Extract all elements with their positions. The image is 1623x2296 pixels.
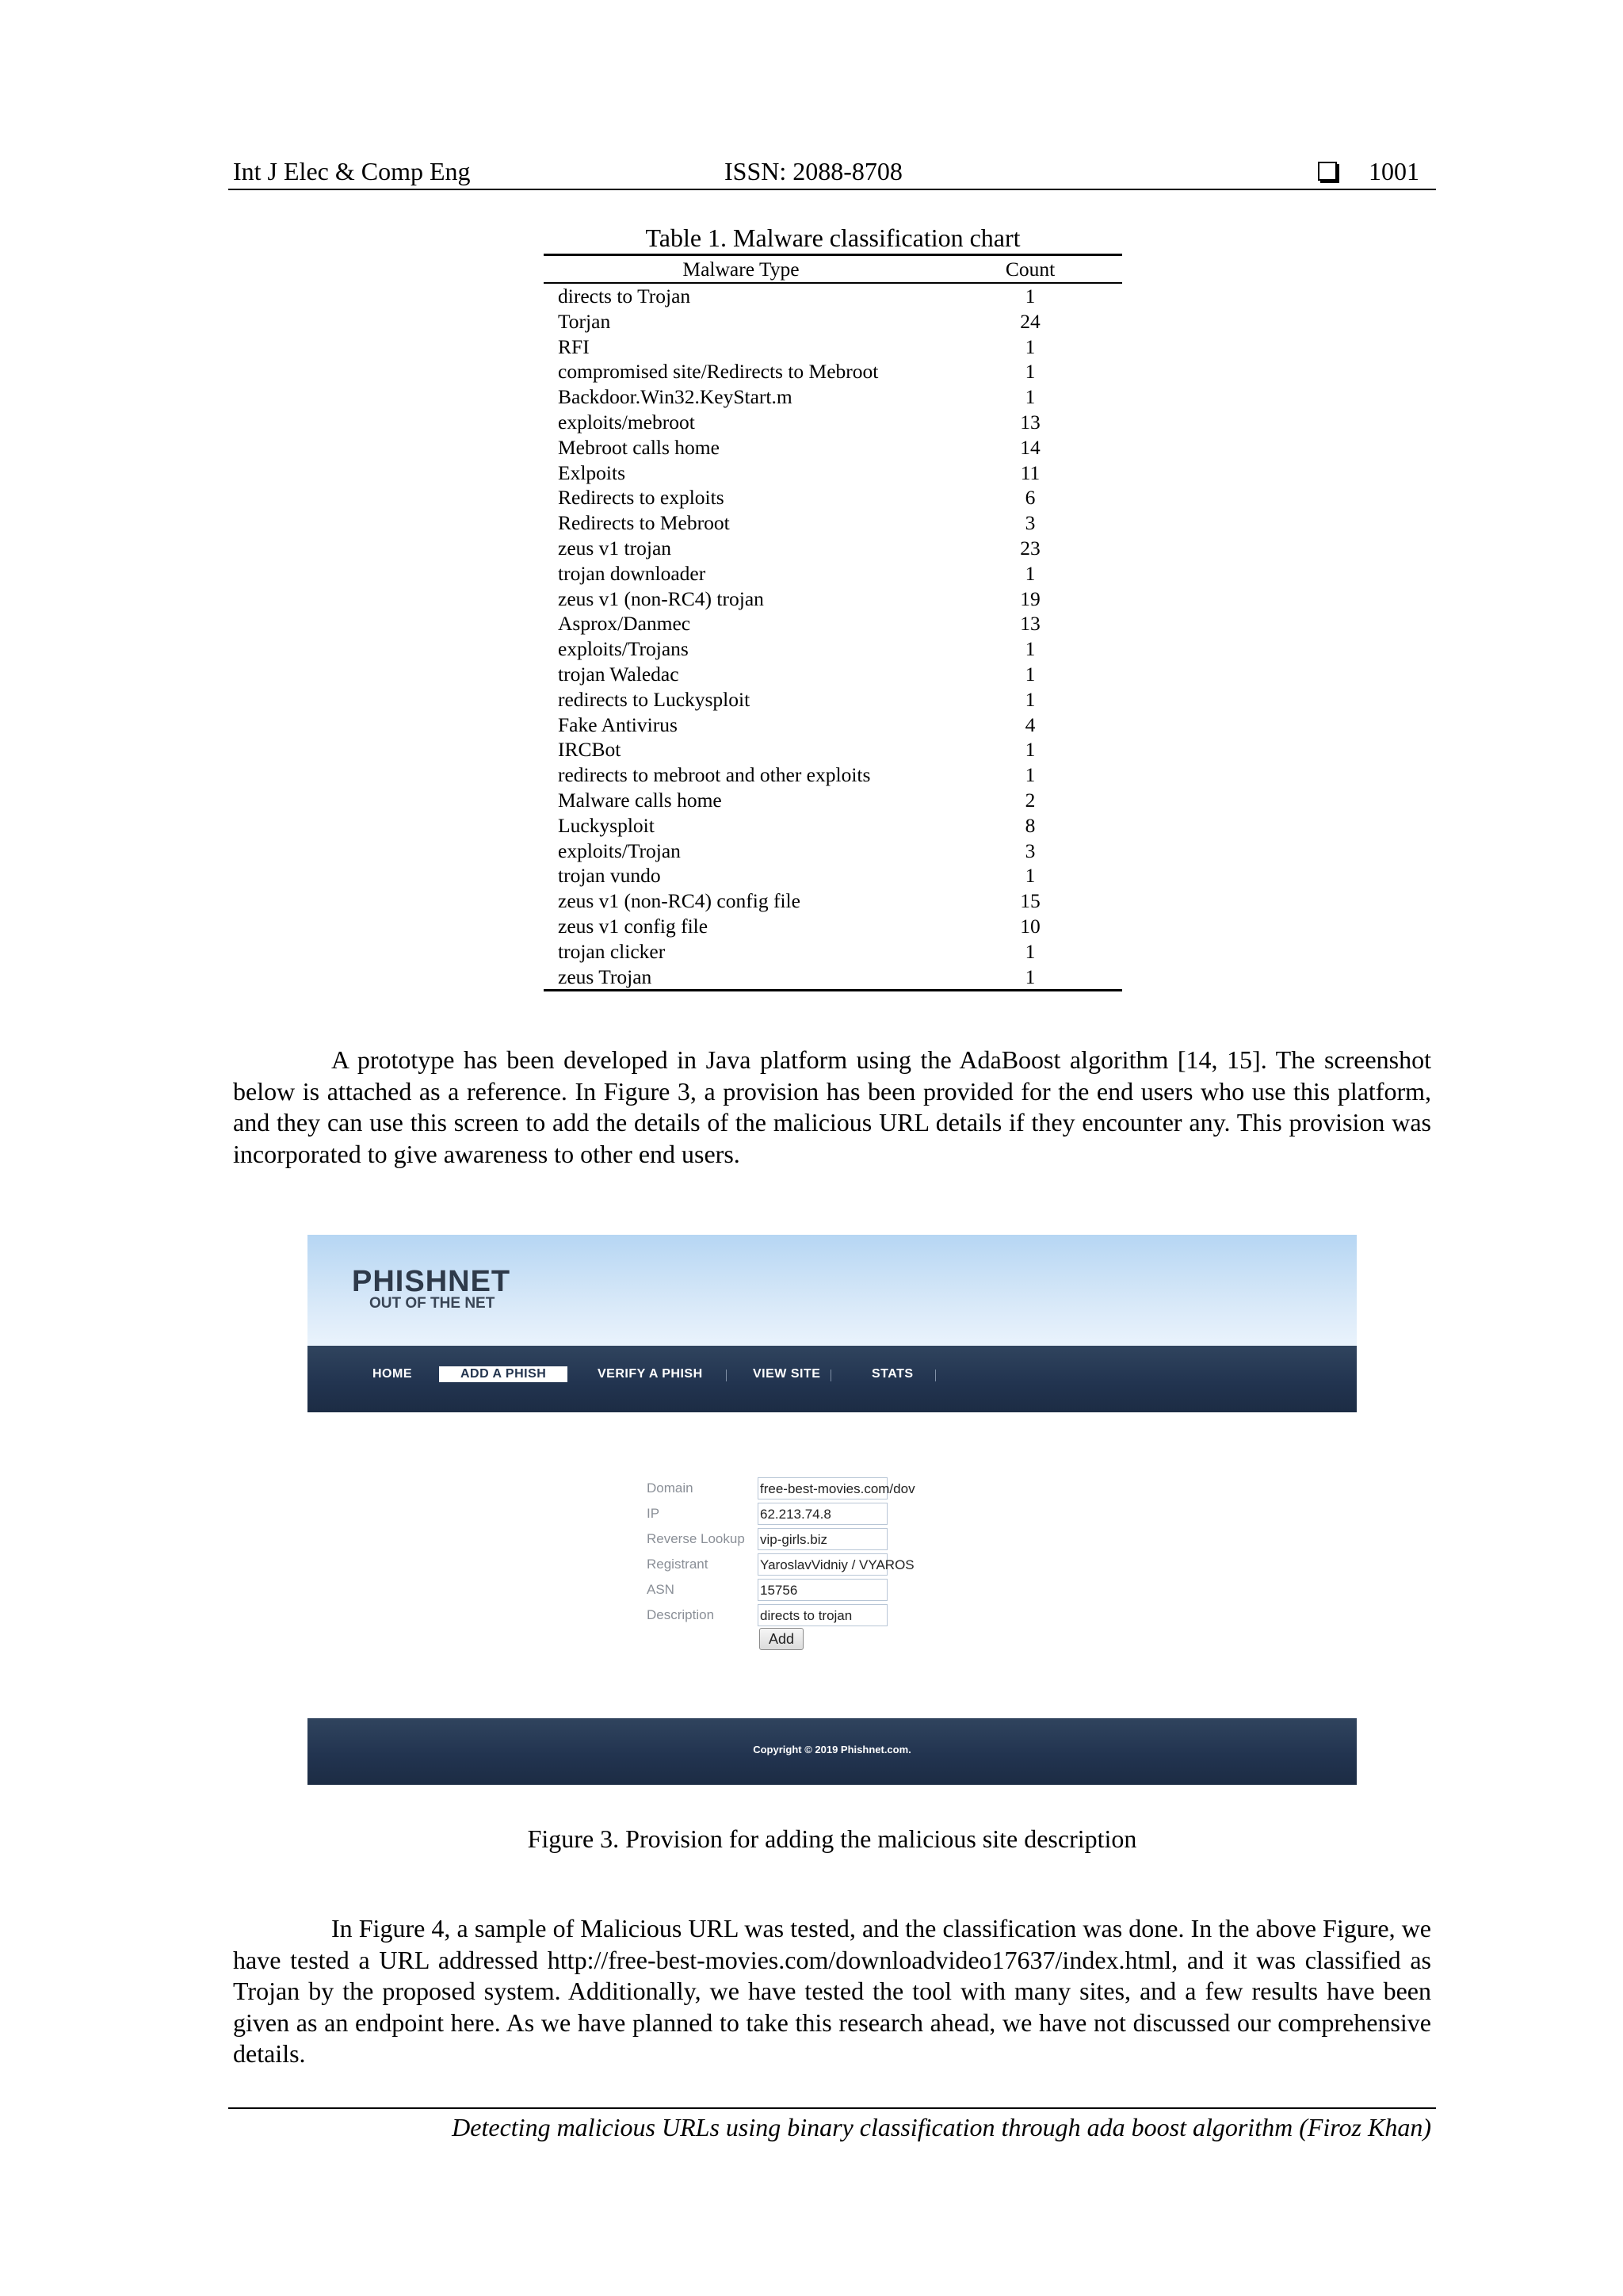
phishnet-footer	[307, 1718, 1357, 1785]
malware-type-cell: Asprox/Danmec	[558, 612, 691, 636]
malware-type-cell: Malware calls home	[558, 788, 722, 812]
count-cell: 13	[1020, 410, 1041, 434]
ip-field[interactable]: 62.213.74.8	[758, 1503, 888, 1525]
table-row	[544, 965, 1122, 991]
count-cell: 3	[1025, 839, 1036, 862]
form-row-asn	[307, 1579, 1357, 1604]
paragraph-prototype-text: A prototype has been developed in Java platform using the AdaBoost algorithm [14, 15]. The screenshot below is attached as a reference. In Figure 3, a provision has been provided for the end users who use this platform, and they can use this screen to add the details of the malicious URL details if they encounter any. This provision was incorporated to give awareness to other end users.	[233, 1045, 1431, 1168]
malware-type-cell: RFI	[558, 334, 590, 358]
phishnet-logo: PHISHNET	[352, 1265, 511, 1298]
count-cell: 24	[1020, 309, 1041, 333]
label-asn: ASN	[647, 1582, 674, 1597]
label-description: Description	[647, 1607, 715, 1622]
column-header-count: Count	[938, 255, 1122, 284]
paragraph-prototype	[233, 1045, 1431, 1170]
malware-type-cell: trojan vundo	[558, 864, 661, 888]
table-caption: Table 1. Malware classification chart	[645, 223, 1021, 252]
figure-caption: Figure 3. Provision for adding the malicious site description	[527, 1824, 1137, 1853]
table-row	[544, 939, 1122, 965]
malware-type-cell: Backdoor.Win32.KeyStart.m	[558, 385, 792, 409]
malware-table	[544, 254, 1122, 991]
table-row	[544, 611, 1122, 636]
nav-view-site[interactable]: VIEW SITE	[753, 1367, 821, 1381]
label-ip: IP	[647, 1506, 660, 1521]
table-row	[544, 888, 1122, 914]
table-row	[544, 839, 1122, 864]
count-cell: 11	[1020, 460, 1041, 484]
count-cell: 15	[1020, 889, 1041, 913]
malware-type-cell: zeus v1 trojan	[558, 536, 672, 560]
malware-type-cell: zeus v1 (non-RC4) trojan	[558, 586, 764, 610]
nav-separator	[726, 1370, 727, 1381]
count-cell: 1	[1025, 687, 1036, 711]
paragraph-testing	[233, 1913, 1431, 2070]
label-reverse-lookup: Reverse Lookup	[647, 1531, 745, 1546]
count-cell: 23	[1020, 536, 1041, 560]
table-row	[544, 460, 1122, 486]
malware-type-cell: Redirects to Mebroot	[558, 511, 730, 535]
table-row	[544, 359, 1122, 384]
malware-type-cell: Torjan	[558, 309, 611, 333]
count-cell: 1	[1025, 360, 1036, 384]
nav-add-a-phish[interactable]: ADD A PHISH	[439, 1366, 567, 1382]
table-row	[544, 536, 1122, 561]
table-row	[544, 636, 1122, 662]
table-row	[544, 410, 1122, 435]
table-row	[544, 586, 1122, 612]
add-button[interactable]: Add	[759, 1628, 804, 1650]
table-row	[544, 485, 1122, 510]
footer-rule	[228, 2107, 1436, 2109]
nav-verify-a-phish[interactable]: VERIFY A PHISH	[598, 1367, 703, 1381]
malware-type-cell: exploits/Trojan	[558, 839, 681, 862]
nav-stats[interactable]: STATS	[872, 1367, 914, 1381]
paragraph-testing-text: In Figure 4, a sample of Malicious URL was tested, and the classification was done. In the above Figure, we have tested a URL addressed http://free-best-movies.com/downloadvideo17637/index.html, and it was classified as Trojan by the proposed system. Additionally, we have tested the tool with many sites, and a few results have been given as an endpoint here. As we have planned to take this research ahead, we have not discussed our comprehensive details.	[233, 1914, 1431, 2069]
table-row	[544, 788, 1122, 813]
malware-type-cell: directs to Trojan	[558, 285, 691, 308]
asn-field[interactable]: 15756	[758, 1579, 888, 1601]
malware-type-cell: compromised site/Redirects to Mebroot	[558, 360, 879, 384]
issn: ISSN: 2088-8708	[724, 157, 903, 185]
malware-type-cell: exploits/Trojans	[558, 637, 689, 661]
malware-type-cell: zeus v1 config file	[558, 914, 708, 938]
malware-type-cell: IRCBot	[558, 738, 621, 762]
form-row-description	[307, 1604, 1357, 1629]
count-cell: 4	[1025, 712, 1036, 736]
count-cell: 3	[1025, 511, 1036, 535]
count-cell: 1	[1025, 864, 1036, 888]
label-registrant: Registrant	[647, 1557, 708, 1572]
table-row	[544, 687, 1122, 712]
form-row-domain	[307, 1477, 1357, 1503]
form-row-ip	[307, 1503, 1357, 1528]
count-cell: 13	[1020, 612, 1041, 636]
count-cell: 14	[1020, 435, 1041, 459]
table-row	[544, 914, 1122, 939]
table-body	[544, 283, 1122, 991]
malware-type-cell: zeus Trojan	[544, 965, 938, 991]
nav-home[interactable]: HOME	[372, 1367, 412, 1381]
phishnet-banner	[307, 1235, 1357, 1346]
table-row	[544, 283, 1122, 309]
label-domain: Domain	[647, 1480, 693, 1496]
running-header	[228, 155, 1436, 187]
phishnet-tagline: OUT OF THE NET	[369, 1295, 495, 1312]
count-cell: 10	[1020, 914, 1041, 938]
table-row	[544, 863, 1122, 888]
reverse-lookup-field[interactable]: vip-girls.biz	[758, 1528, 888, 1550]
table-row	[544, 712, 1122, 738]
malware-type-cell: zeus v1 (non-RC4) config file	[558, 889, 800, 913]
count-cell: 1	[1025, 763, 1036, 787]
count-cell: 6	[1025, 486, 1036, 510]
count-cell: 1	[938, 965, 1122, 991]
form-row-registrant	[307, 1553, 1357, 1579]
count-cell: 19	[1020, 586, 1041, 610]
header-rule	[228, 189, 1436, 190]
page-number: 1001	[1369, 157, 1419, 185]
description-field[interactable]: directs to trojan	[758, 1604, 888, 1626]
malware-type-cell: redirects to mebroot and other exploits	[558, 763, 871, 787]
count-cell: 1	[1025, 637, 1036, 661]
count-cell: 1	[1025, 385, 1036, 409]
malware-type-cell: redirects to Luckysploit	[558, 687, 750, 711]
count-cell: 1	[1025, 662, 1036, 686]
table-row	[544, 510, 1122, 536]
count-cell: 1	[1025, 738, 1036, 762]
table-row	[544, 435, 1122, 460]
malware-type-cell: trojan clicker	[558, 939, 666, 963]
running-footer: Detecting malicious URLs using binary classification through ada boost algorithm (Firoz Khan)	[452, 2113, 1431, 2141]
table-header-row	[544, 255, 1122, 284]
journal-name: Int J Elec & Comp Eng	[233, 157, 471, 185]
count-cell: 1	[1025, 561, 1036, 585]
malware-type-cell: Mebroot calls home	[558, 435, 720, 459]
table-row	[544, 334, 1122, 360]
count-cell: 1	[1025, 939, 1036, 963]
table-row	[544, 813, 1122, 839]
copyright-text: Copyright © 2019 Phishnet.com.	[753, 1744, 911, 1755]
table-row	[544, 384, 1122, 410]
malware-type-cell: exploits/mebroot	[558, 410, 695, 434]
square-bullet-icon	[1318, 162, 1337, 181]
domain-field[interactable]: free-best-movies.com/dov	[758, 1477, 888, 1499]
table-row	[544, 737, 1122, 762]
table-row	[544, 662, 1122, 687]
form-row-reverse-lookup	[307, 1528, 1357, 1553]
column-header-type: Malware Type	[544, 255, 938, 284]
nav-separator	[935, 1370, 936, 1381]
table-row	[544, 561, 1122, 586]
malware-type-cell: Redirects to exploits	[558, 486, 724, 510]
malware-type-cell: Exlpoits	[558, 460, 626, 484]
registrant-field[interactable]: YaroslavVidniy / VYAROS	[758, 1553, 888, 1576]
figure-phishnet-screenshot	[307, 1235, 1357, 1785]
count-cell: 2	[1025, 788, 1036, 812]
malware-type-cell: trojan downloader	[558, 561, 706, 585]
count-cell: 8	[1025, 813, 1036, 837]
count-cell: 1	[1025, 334, 1036, 358]
malware-type-cell: Fake Antivirus	[558, 712, 678, 736]
table-row	[544, 309, 1122, 334]
table-row	[544, 762, 1122, 788]
malware-type-cell: Luckysploit	[558, 813, 655, 837]
phishnet-navbar	[307, 1346, 1357, 1412]
malware-type-cell: trojan Waledac	[558, 662, 679, 686]
page-number-group	[1318, 155, 1419, 187]
count-cell: 1	[1025, 285, 1036, 308]
